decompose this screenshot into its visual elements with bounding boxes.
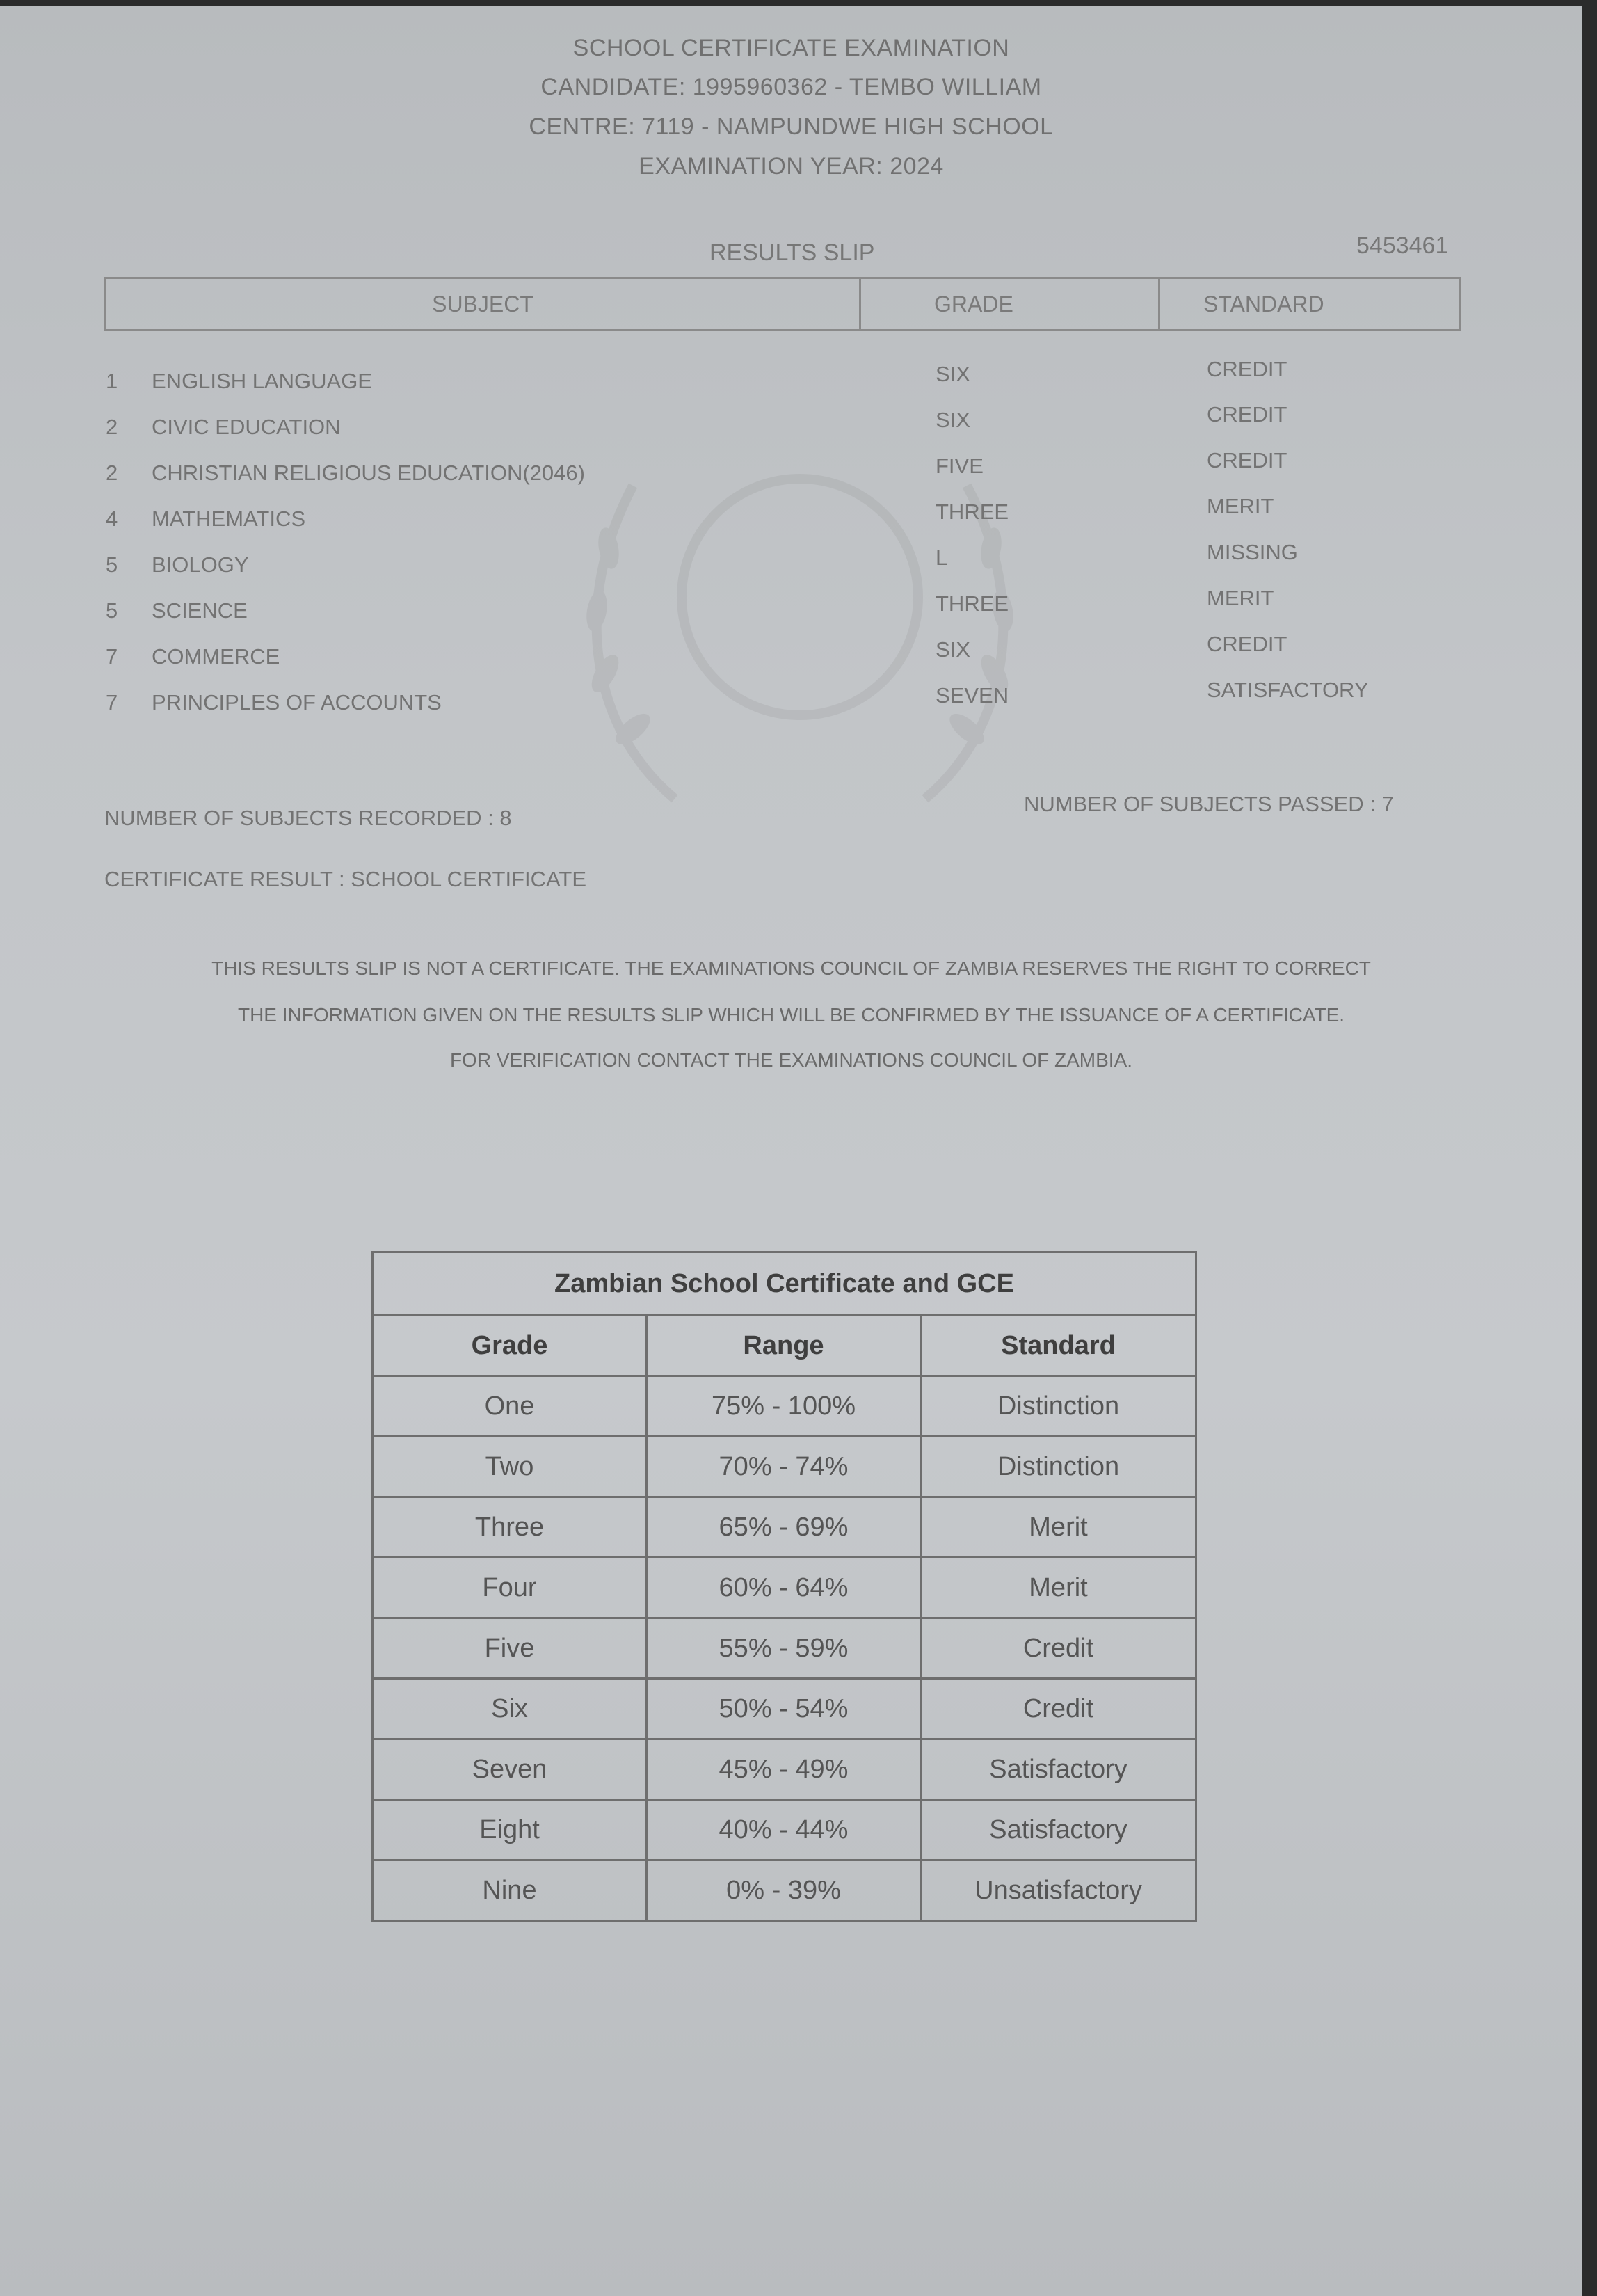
watermark-emblem-icon — [515, 367, 1085, 868]
row-subject: CHRISTIAN RELIGIOUS EDUCATION(2046) — [152, 461, 585, 485]
grade-cell: Six — [373, 1679, 647, 1739]
standard-column-header: STANDARD — [1203, 291, 1324, 317]
row-standard: CREDIT — [1207, 357, 1287, 381]
row-subject: CIVIC EDUCATION — [152, 415, 341, 439]
range-cell: 50% - 54% — [647, 1679, 921, 1739]
row-grade: SIX — [936, 362, 970, 386]
row-subject: ENGLISH LANGUAGE — [152, 369, 372, 393]
standard-header: Standard — [921, 1316, 1196, 1376]
results-slip-page — [0, 6, 1582, 2296]
range-cell: 70% - 74% — [647, 1437, 921, 1497]
row-grade: SIX — [936, 408, 970, 432]
row-subject: MATHEMATICS — [152, 507, 306, 531]
grade-cell: Seven — [373, 1739, 647, 1800]
subjects-passed: NUMBER OF SUBJECTS PASSED : 7 — [1024, 792, 1394, 816]
row-standard: CREDIT — [1207, 448, 1287, 472]
table-row — [373, 1800, 1196, 1860]
standard-cell: Satisfactory — [921, 1739, 1196, 1800]
row-number: 1 — [106, 369, 118, 393]
grade-cell: Eight — [373, 1800, 647, 1860]
results-slip-title: RESULTS SLIP — [709, 239, 875, 266]
row-grade: L — [936, 545, 948, 570]
row-subject: BIOLOGY — [152, 552, 249, 577]
notice-line-1: THIS RESULTS SLIP IS NOT A CERTIFICATE. THE EXAMINATIONS COUNCIL OF ZAMBIA RESERVES THE RIGHT TO CORRECT — [211, 957, 1371, 979]
table-row — [373, 1437, 1196, 1497]
subject-column-header: SUBJECT — [106, 279, 861, 329]
table-row — [373, 1860, 1196, 1921]
grading-table-title: Zambian School Certificate and GCE — [373, 1252, 1196, 1316]
standard-cell: Distinction — [921, 1376, 1196, 1437]
results-table-header — [104, 277, 1461, 331]
table-row — [373, 1739, 1196, 1800]
row-subject: PRINCIPLES OF ACCOUNTS — [152, 690, 442, 715]
standard-cell: Merit — [921, 1497, 1196, 1558]
row-standard: CREDIT — [1207, 632, 1287, 656]
row-grade: FIVE — [936, 454, 984, 478]
standard-cell: Credit — [921, 1618, 1196, 1679]
slip-number: 5453461 — [1356, 232, 1449, 259]
row-number: 4 — [106, 507, 118, 531]
table-row — [373, 1558, 1196, 1618]
row-grade: SIX — [936, 637, 970, 662]
row-number: 5 — [106, 598, 118, 623]
range-cell: 65% - 69% — [647, 1497, 921, 1558]
grade-cell: Nine — [373, 1860, 647, 1921]
grade-header: Grade — [373, 1316, 647, 1376]
grading-table — [371, 1251, 1197, 1922]
certificate-result: CERTIFICATE RESULT : SCHOOL CERTIFICATE — [104, 867, 587, 891]
range-cell: 60% - 64% — [647, 1558, 921, 1618]
standard-cell: Credit — [921, 1679, 1196, 1739]
standard-cell: Satisfactory — [921, 1800, 1196, 1860]
table-row — [373, 1679, 1196, 1739]
grade-cell: Five — [373, 1618, 647, 1679]
range-header: Range — [647, 1316, 921, 1376]
grade-column-header: GRADE — [861, 279, 1160, 329]
range-cell: 0% - 39% — [647, 1860, 921, 1921]
candidate-line: CANDIDATE: 1995960362 - TEMBO WILLIAM — [540, 74, 1042, 100]
grade-cell: Two — [373, 1437, 647, 1497]
notice-line-2: THE INFORMATION GIVEN ON THE RESULTS SLIP WHICH WILL BE CONFIRMED BY THE ISSUANCE OF A CERTIFICATE. — [237, 1004, 1345, 1026]
range-cell: 75% - 100% — [647, 1376, 921, 1437]
row-standard: MERIT — [1207, 586, 1274, 610]
subjects-recorded: NUMBER OF SUBJECTS RECORDED : 8 — [104, 806, 512, 830]
row-grade: SEVEN — [936, 683, 1009, 708]
grade-cell: One — [373, 1376, 647, 1437]
range-cell: 45% - 49% — [647, 1739, 921, 1800]
notice-line-3: FOR VERIFICATION CONTACT THE EXAMINATIONS COUNCIL OF ZAMBIA. — [449, 1049, 1133, 1071]
standard-cell: Merit — [921, 1558, 1196, 1618]
grade-cell: Four — [373, 1558, 647, 1618]
standard-cell: Distinction — [921, 1437, 1196, 1497]
standard-cell: Unsatisfactory — [921, 1860, 1196, 1921]
row-subject: SCIENCE — [152, 598, 248, 623]
row-grade: THREE — [936, 500, 1009, 524]
row-standard: SATISFACTORY — [1207, 678, 1369, 702]
row-number: 7 — [106, 690, 118, 715]
row-standard: MERIT — [1207, 494, 1274, 518]
row-number: 5 — [106, 552, 118, 577]
range-cell: 40% - 44% — [647, 1800, 921, 1860]
range-cell: 55% - 59% — [647, 1618, 921, 1679]
table-row — [373, 1618, 1196, 1679]
grade-cell: Three — [373, 1497, 647, 1558]
row-number: 2 — [106, 415, 118, 439]
table-row — [373, 1376, 1196, 1437]
row-grade: THREE — [936, 591, 1009, 616]
centre-line: CENTRE: 7119 - NAMPUNDWE HIGH SCHOOL — [529, 113, 1054, 140]
row-standard: CREDIT — [1207, 402, 1287, 426]
table-row — [373, 1497, 1196, 1558]
row-number: 7 — [106, 644, 118, 669]
exam-year-line: EXAMINATION YEAR: 2024 — [639, 153, 944, 180]
row-number: 2 — [106, 461, 118, 485]
exam-title: SCHOOL CERTIFICATE EXAMINATION — [572, 35, 1010, 61]
row-subject: COMMERCE — [152, 644, 280, 669]
row-standard: MISSING — [1207, 540, 1298, 564]
